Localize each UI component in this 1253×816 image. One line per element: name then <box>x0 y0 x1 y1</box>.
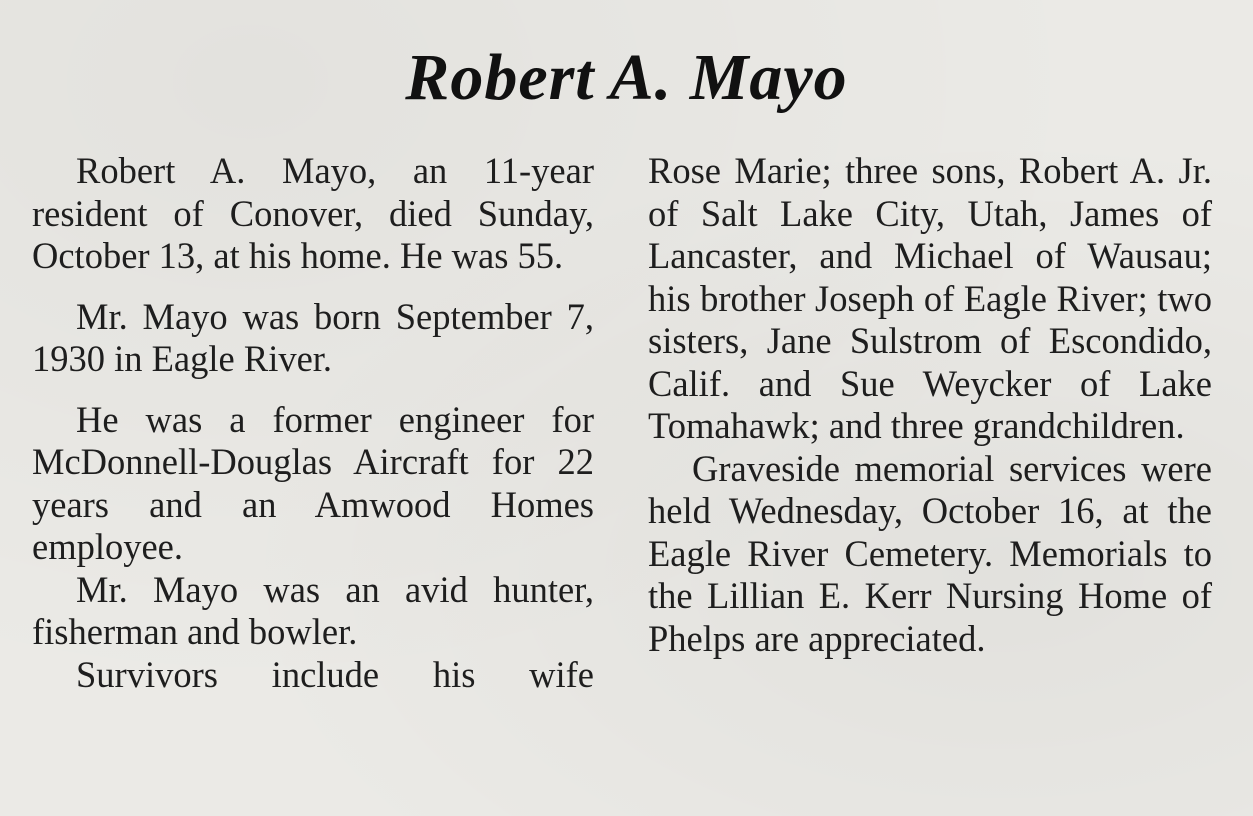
right-column <box>648 150 1212 660</box>
paragraph-hobbies: Mr. Mayo was an avid hunter, fisherman and bowler. <box>32 568 594 652</box>
paragraph-birth: Mr. Mayo was born September 7, 1930 in Eagle River. <box>32 295 594 379</box>
paragraph-career: He was a former engineer for McDonnell-Douglas Aircraft for 22 years and an Amwood Homes employee. <box>32 398 594 567</box>
paragraph-death-notice: Robert A. Mayo, an 11-year resident of Conover, died Sunday, October 13, at his home. He was 55. <box>32 150 594 276</box>
paragraph-survivors-continued: Rose Marie; three sons, Robert A. Jr. of Salt Lake City, Utah, James of Lancaster, and Michael of Wausau; his brother Joseph of Eagle River; two sisters, Jane Sulstrom of Escondido, Calif. and Sue Weycker of Lake Tomahawk; and three grandchildren. <box>648 150 1212 446</box>
paragraph-survivors-start: Survivors include his wife <box>76 653 594 695</box>
left-column <box>32 150 594 696</box>
paragraph-services: Graveside memorial services were held Wednesday, October 16, at the Eagle River Cemetery. Memorials to the Lillian E. Kerr Nursing Home of Phelps are appreciated. <box>648 447 1212 659</box>
obituary-title: Robert A. Mayo <box>405 41 848 114</box>
